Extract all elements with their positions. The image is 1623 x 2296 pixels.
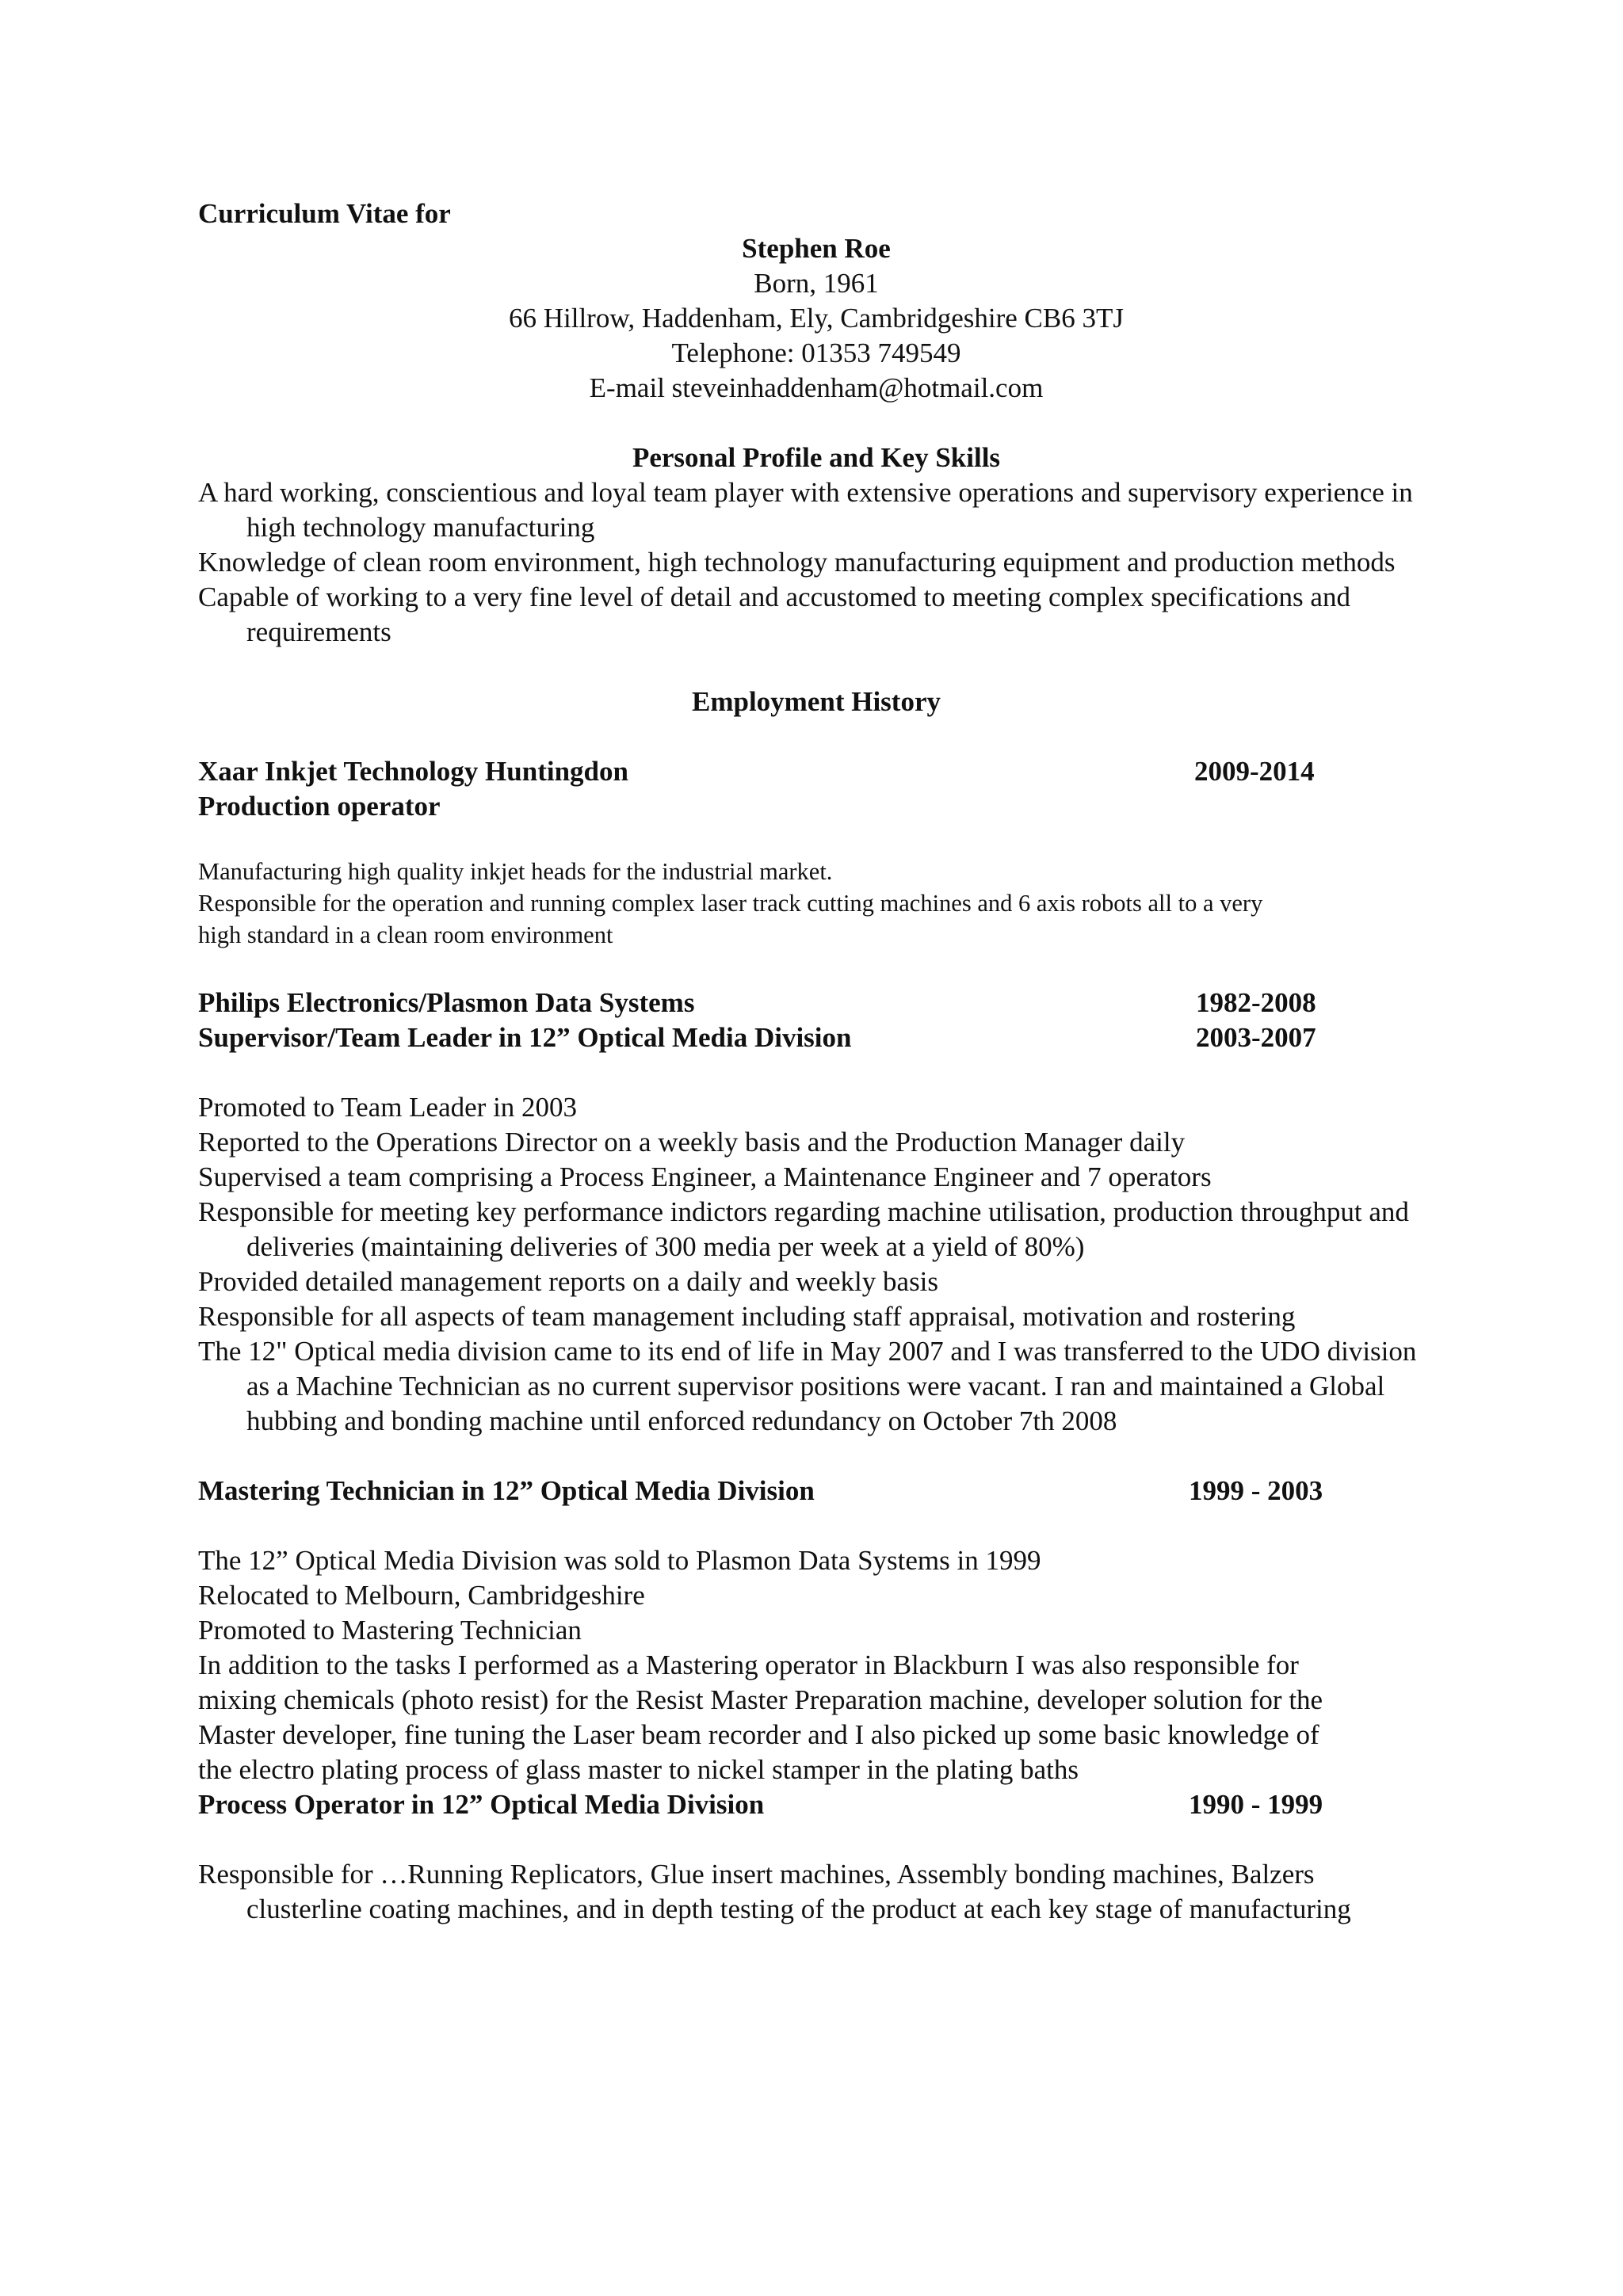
profile-item: A hard working, conscientious and loyal team player with extensive operations and supervisory experience in high technology manufacturing [198, 477, 1413, 543]
job-line: high standard in a clean room environment [198, 921, 613, 948]
job-line: the electro plating process of glass master to nickel stamper in the plating baths [198, 1754, 1079, 1785]
job-item: Supervised a team comprising a Process Engineer, a Maintenance Engineer and 7 operators [198, 1161, 1212, 1192]
profile-item: Capable of working to a very fine level of detail and accustomed to meeting complex specifications and requirements [198, 582, 1350, 647]
address: 66 Hillrow, Haddenham, Ely, Cambridgeshire CB6 3TJ [508, 303, 1125, 334]
job-line: In addition to the tasks I performed as a Mastering operator in Blackburn I was also responsible for [198, 1650, 1299, 1680]
job-line: Relocated to Melbourn, Cambridgeshire [198, 1580, 645, 1611]
job-role: Production operator [198, 791, 441, 822]
job-item: Responsible for all aspects of team management including staff appraisal, motivation and rostering [198, 1301, 1296, 1332]
job-role: Mastering Technician in 12” Optical Media Division [198, 1475, 815, 1506]
job-item: Responsible for …Running Replicators, Glue insert machines, Assembly bonding machines, Balzers clusterline coating machines, and in depth testing of the product at each key stage of manufacturing [198, 1859, 1351, 1924]
job-header-process [198, 1787, 1434, 1822]
job-role: Supervisor/Team Leader in 12” Optical Media Division [198, 1022, 852, 1053]
job-dates: 1999 - 2003 [1189, 1475, 1323, 1506]
profile-heading: Personal Profile and Key Skills [632, 442, 1001, 473]
job-dates: 2009-2014 [1194, 756, 1315, 787]
job-line: Responsible for the operation and running complex laser track cutting machines and 6 axis robots all to a very [198, 890, 1263, 917]
job-header-xaar [198, 754, 1434, 789]
telephone: Telephone: 01353 749549 [671, 338, 961, 368]
job-item: Reported to the Operations Director on a weekly basis and the Production Manager daily [198, 1127, 1186, 1158]
job-dates: 2003-2007 [1196, 1022, 1316, 1053]
employment-heading: Employment History [691, 686, 941, 717]
cv-page [198, 196, 1434, 1927]
job-item: Promoted to Team Leader in 2003 [198, 1092, 578, 1123]
job-dates: 1982-2008 [1196, 987, 1316, 1018]
job-item: Provided detailed management reports on a daily and weekly basis [198, 1266, 939, 1297]
company-name: Philips Electronics/Plasmon Data Systems [198, 987, 695, 1018]
profile-item: Knowledge of clean room environment, high technology manufacturing equipment and production methods [198, 547, 1396, 578]
job-header-mastering [198, 1474, 1434, 1508]
birth-year: Born, 1961 [754, 268, 879, 299]
job-item: Responsible for meeting key performance indictors regarding machine utilisation, production throughput and deliveries (maintaining deliveries of 300 media per week at a yield of 80%) [198, 1196, 1409, 1262]
job-line: Manufacturing high quality inkjet heads for the industrial market. [198, 858, 833, 885]
company-name: Xaar Inkjet Technology Huntingdon [198, 756, 628, 787]
email: E-mail steveinhaddenham@hotmail.com [589, 372, 1044, 403]
candidate-name: Stephen Roe [742, 233, 891, 264]
job-header-philips [198, 986, 1434, 1020]
job-line: Promoted to Mastering Technician [198, 1615, 582, 1646]
job-role-row [198, 1020, 1434, 1055]
cv-for-label: Curriculum Vitae for [198, 198, 451, 229]
job-role: Process Operator in 12” Optical Media Division [198, 1789, 765, 1820]
job-item: The 12" Optical media division came to its end of life in May 2007 and I was transferred to the UDO division as a Machine Technician as no current supervisor positions were vacant. I ran and maintained a Global hubbing and bonding machine until enforced redundancy on October 7th 2008 [198, 1336, 1417, 1436]
job-dates: 1990 - 1999 [1189, 1789, 1323, 1820]
job-line: Master developer, fine tuning the Laser beam recorder and I also picked up some basic knowledge of [198, 1719, 1319, 1750]
job-line: The 12” Optical Media Division was sold to Plasmon Data Systems in 1999 [198, 1545, 1041, 1576]
job-line: mixing chemicals (photo resist) for the Resist Master Preparation machine, developer solution for the [198, 1684, 1323, 1715]
